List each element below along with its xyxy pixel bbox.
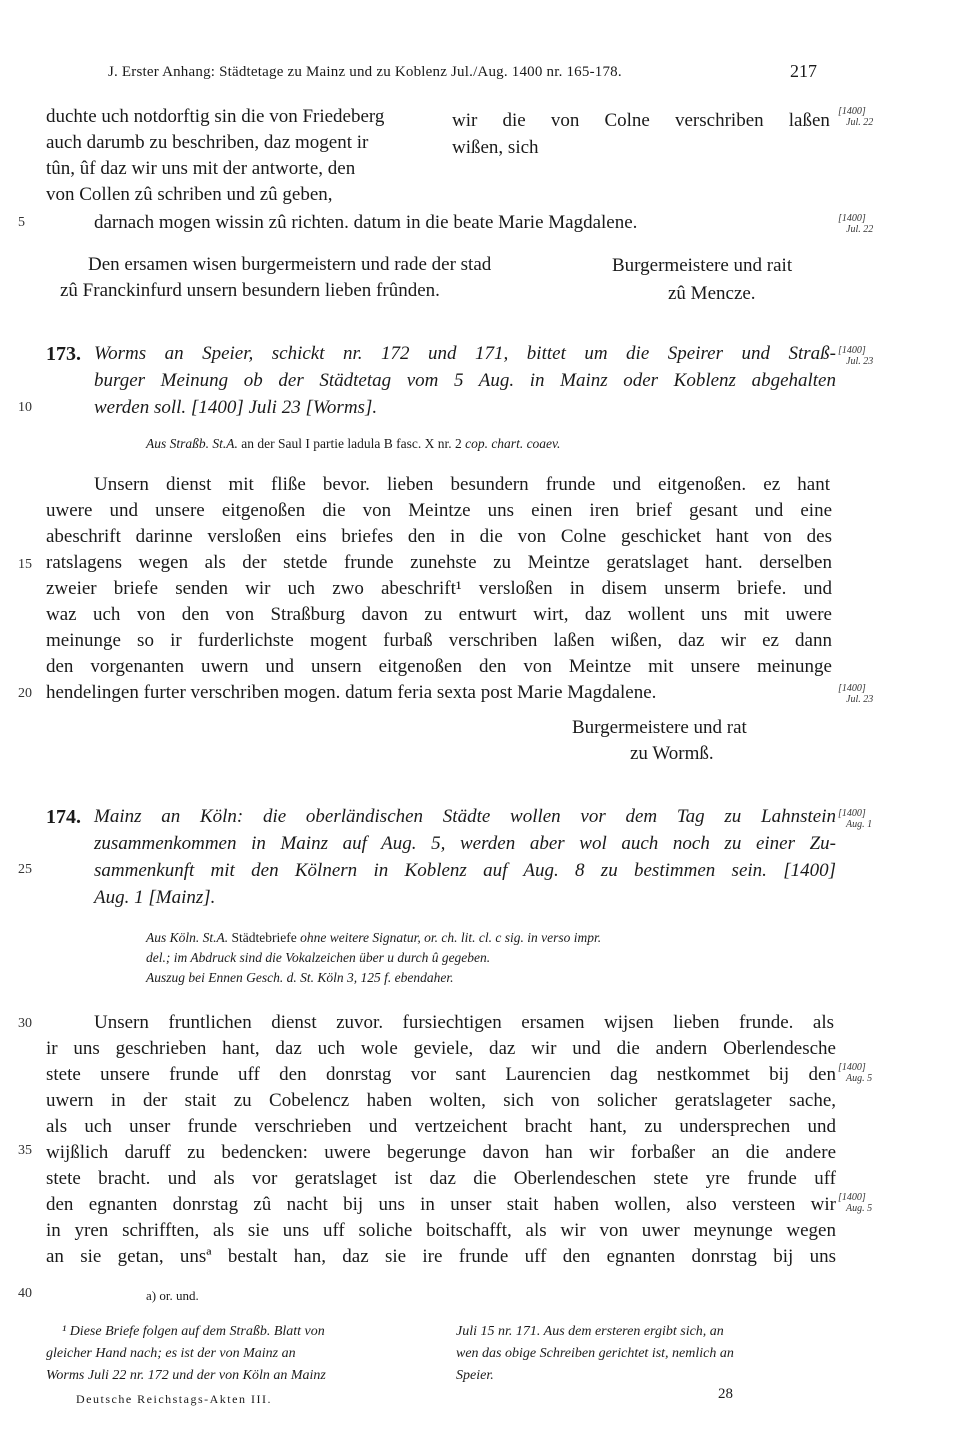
margin-date: [1400] Aug. 5 (838, 1062, 873, 1084)
doc172-right-line: wißen, sich (452, 137, 539, 158)
doc173-body-line: ratslagens wegen als der stetde frunde zunehste zu Meintze geratslaget hant. derselben (46, 552, 832, 573)
line-number: 10 (18, 400, 32, 415)
doc174-body-line: stete unsere frunde uff den donrstag vor sant Laurencien dag nestkommet bij den (46, 1064, 836, 1085)
doc174-body-line: als uch unser frunde verschrieben und vertzeichent bracht hant, zu undersprechen und (46, 1116, 836, 1137)
margin-date: [1400] Jul. 22 (838, 213, 874, 235)
doc172-sender: Burgermeistere und rait (612, 255, 793, 276)
doc174-source: del.; im Abdruck sind die Vokalzeichen über u durch û gegeben. (146, 950, 491, 965)
doc174-body-line: ir uns geschrieben hant, daz uch wole geviele, daz wir und die andern Oberlendesche (46, 1038, 836, 1059)
doc173-body-line: meinunge so ir furderlichste mogent furbaß verschriben laßen wißen, daz wir ez dann (46, 630, 832, 651)
doc174-heading-line: Aug. 1 [Mainz]. (94, 887, 216, 908)
word: verschriben (675, 110, 764, 131)
margin-date: [1400] Jul. 23 (838, 683, 874, 705)
doc173-source: Aus Straßb. St.A. an der Saul I partie ladula B fasc. X nr. 2 cop. chart. coaev. (146, 436, 561, 451)
doc174-body-line: den egnanten donrstag zû nacht bij uns in unser stait haben wollen, also versteen wir (46, 1194, 836, 1215)
running-title: J. Erster Anhang: Städtetage zu Mainz und zu Koblenz Jul./Aug. 1400 nr. 165-178. (108, 64, 622, 80)
doc173-heading-line: werden soll. [1400] Juli 23 [Worms]. (94, 397, 378, 418)
word: wir (452, 110, 478, 131)
doc173-body-line: den vorgenanten uwern und unsern eitgenoßen den von Meintze mit unsere meinunge (46, 656, 832, 677)
doc174-heading-line: sammenkunft mit den Kölnern in Koblenz auf Aug. 8 zu bestimmen sein. [1400] (94, 860, 836, 881)
doc174-body-line: wijßlich daruff zu bedencken: uwere begerunge davon han wir forbaßer an die andere (46, 1142, 836, 1163)
line-number: 20 (18, 686, 32, 701)
footnote-line: Speier. (456, 1368, 494, 1383)
line-number: 35 (18, 1143, 32, 1158)
word: laßen (788, 110, 830, 131)
footnote-line: Worms Juli 22 nr. 172 und der von Köln an Mainz (46, 1368, 326, 1383)
doc172-sender: zû Mencze. (668, 283, 756, 304)
doc174-body-line: Unsern fruntlichen dienst zuvor. fursiechtigen ersamen wijsen lieben frunde. als (94, 1012, 834, 1033)
footnote-line: wen das obige Schreiben gerichtet ist, nemlich an (456, 1346, 734, 1361)
doc173-heading-line: Worms an Speier, schickt nr. 172 und 171, bittet um die Speirer und Straß- (94, 343, 836, 364)
word: die (502, 110, 526, 131)
margin-date: [1400] Jul. 22 (838, 106, 874, 128)
doc173-body-line: uwere und unsere eitgenoßen die von Meintze uns einen iren brief gesant und eine (46, 500, 832, 521)
variant-note: a) or. und. (146, 1288, 199, 1303)
doc173-signature: Burgermeistere und rat (572, 717, 747, 738)
line-number: 30 (18, 1016, 32, 1031)
series-title: Deutsche Reichstags-Akten III. (76, 1392, 272, 1406)
word: Colne (604, 110, 650, 131)
page-number: 217 (790, 61, 817, 81)
margin-date: [1400] Jul. 23 (838, 345, 874, 367)
footnote-line: gleicher Hand nach; es ist der von Mainz an (46, 1346, 296, 1361)
margin-date: [1400] Aug. 1 (838, 808, 873, 830)
line-number: 15 (18, 557, 32, 572)
doc174-source: Aus Köln. St.A. Städtebriefe ohne weitere Signatur, or. ch. lit. cl. c sig. in verso impr. (146, 930, 602, 945)
doc172-right-line (452, 110, 830, 132)
doc174-number: 174. (46, 806, 81, 828)
signature-mark: 28 (718, 1386, 733, 1402)
doc172-closing-line: darnach mogen wissin zû richten. datum in die beate Marie Magdalene. (94, 212, 638, 233)
doc173-body-line: waz uch von den von Straßburg davon zu entwurt wirt, daz wollent uns mit uwere (46, 604, 832, 625)
doc173-signature: zu Wormß. (630, 743, 714, 764)
doc174-body-line: in yren schrifften, als sie uns uff soliche boitschafft, als wir von uwer meynunge wegen (46, 1220, 836, 1241)
doc173-number: 173. (46, 343, 81, 365)
footnote-line: Juli 15 nr. 171. Aus dem ersteren ergibt sich, an (456, 1324, 724, 1339)
doc173-body-line: hendelingen furter verschriben mogen. datum feria sexta post Marie Magdalene. (46, 682, 657, 703)
doc174-heading-line: Mainz an Köln: die oberländischen Städte wollen vor dem Tag zu Lahnstein (94, 806, 836, 827)
doc173-body-line: abeschrift darinne versloßen eins briefes den in die von Colne geschicket hant von des (46, 526, 832, 547)
footnote-line: ¹ Diese Briefe folgen auf dem Straßb. Blatt von (62, 1324, 325, 1339)
doc174-body-line: uwern in der stait zu Cobelencz haben wolten, sich von solicher geratslageter sache, (46, 1090, 836, 1111)
doc172-addressee: zû Franckinfurd unsern besundern lieben frûnden. (60, 280, 440, 301)
doc174-heading-line: zusammenkommen in Mainz auf Aug. 5, werden aber wol auch noch zu einer Zu- (94, 833, 836, 854)
doc172-left-line: von Collen zû schriben und zû geben, (46, 184, 333, 205)
margin-date: [1400] Aug. 5 (838, 1192, 873, 1214)
doc172-addressee: Den ersamen wisen burgermeistern und rade der stad (88, 254, 492, 275)
doc174-source: Auszug bei Ennen Gesch. d. St. Köln 3, 125 f. ebendaher. (146, 970, 454, 985)
doc173-body-line: zweier briefe senden wir uch zwo abeschrift¹ versloßen in disem unserm briefe. und (46, 578, 832, 599)
doc173-heading-line: burger Meinung ob der Städtetag vom 5 Aug. in Mainz oder Koblenz abgehalten (94, 370, 836, 391)
doc172-left-line: tûn, ûf daz wir uns mit der antworte, den (46, 158, 356, 179)
doc174-body-line: an sie getan, unsª bestalt han, daz sie ire frunde uff den egnanten donrstag bij uns (46, 1246, 836, 1267)
doc172-left-line: auch darumb zu beschriben, daz mogent ir (46, 132, 369, 153)
doc174-body-line: stete bracht. und als vor geratslaget ist daz die Oberlendeschen stete yre frunde uff (46, 1168, 836, 1189)
doc172-left-line: duchte uch notdorftig sin die von Friedeberg (46, 106, 385, 127)
line-number: 5 (18, 215, 25, 230)
doc173-body-line: Unsern dienst mit fliße bevor. lieben besundern frunde und eitgenoßen. ez hant (94, 474, 830, 495)
line-number: 25 (18, 862, 32, 877)
line-number: 40 (18, 1286, 32, 1301)
word: von (550, 110, 580, 131)
